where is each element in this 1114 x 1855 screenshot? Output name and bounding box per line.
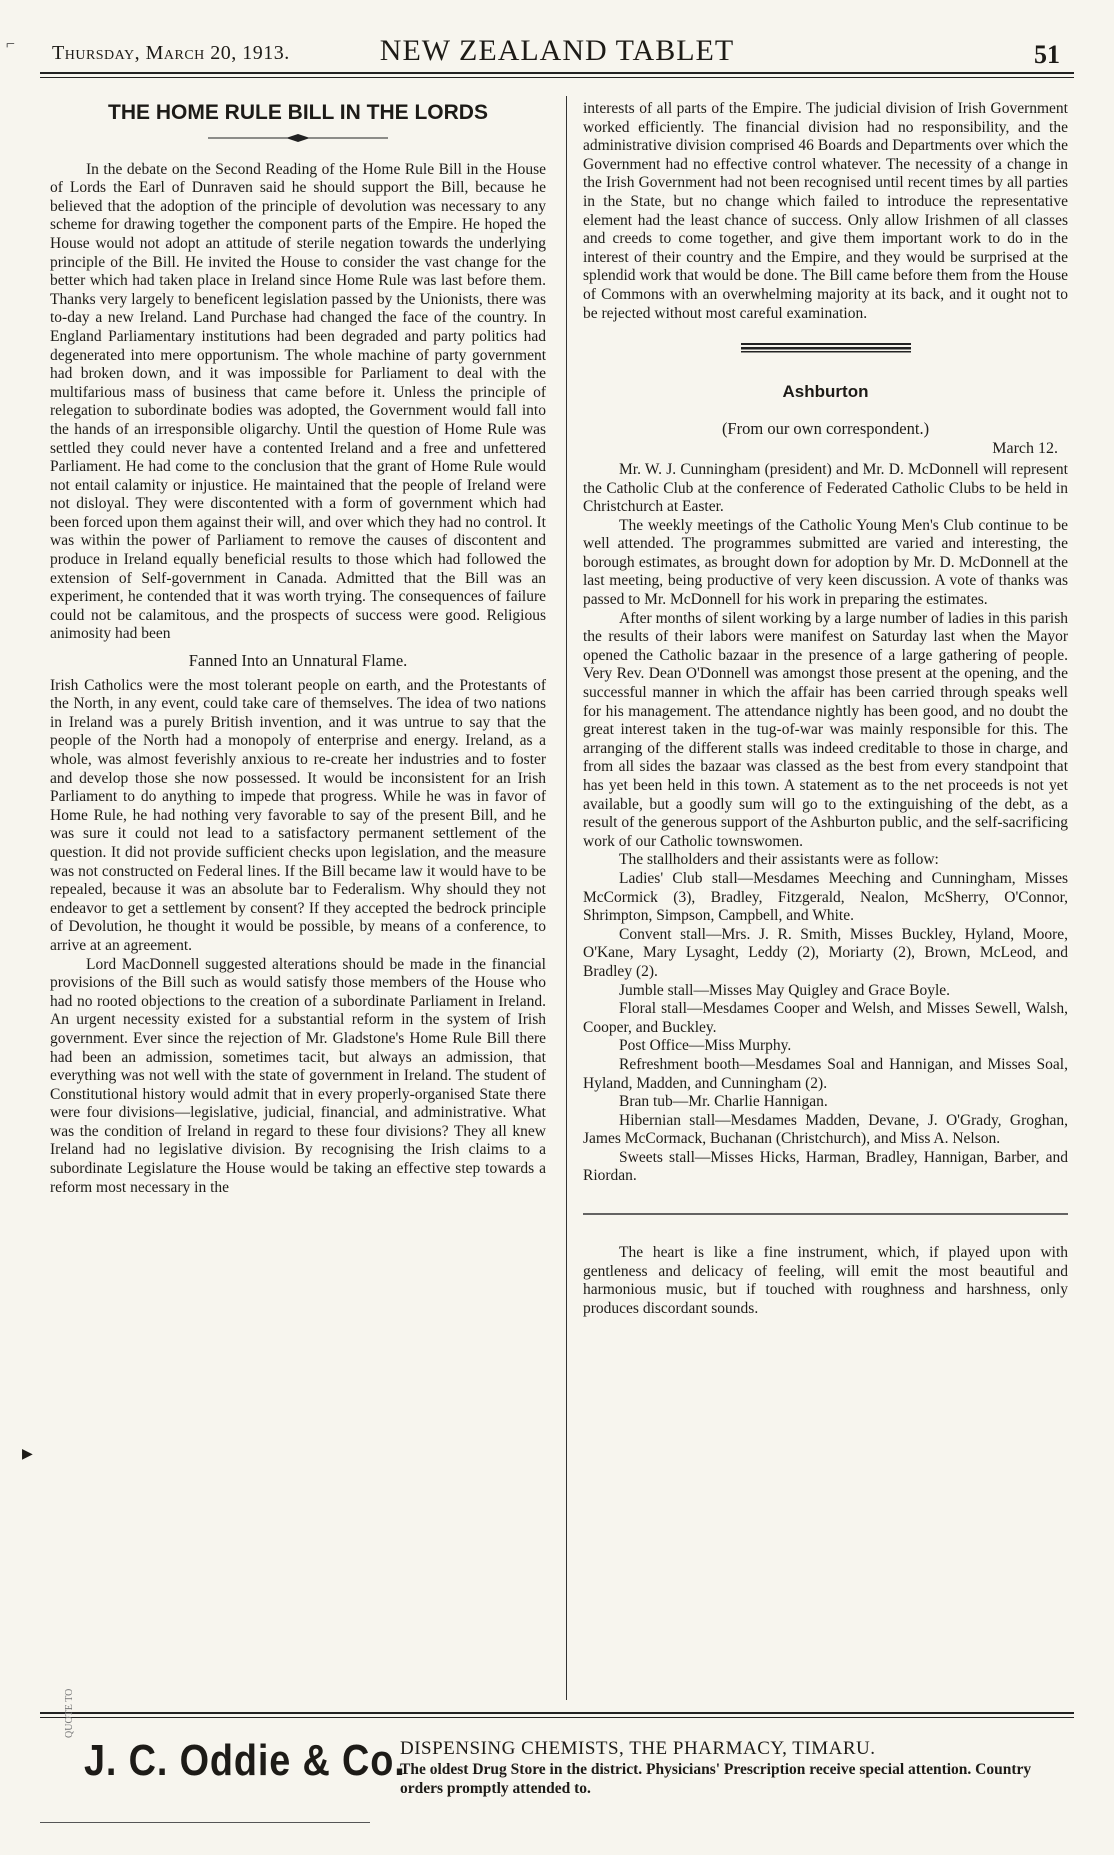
news-paragraph: The weekly meetings of the Catholic Young Men's Club continue to be well attended. The programmes submitted are varied and interesting, the borough estimates, as brought down for adoption by Mr. D. McDonnell at the last meeting, being productive of very keen discussion. A vote of thanks was passed to Mr. McDonnell for his work in preparing the estimates. — [583, 516, 1068, 609]
margin-marker-icon: ▶ — [22, 1447, 33, 1462]
ad-headline: DISPENSING CHEMISTS, THE PHARMACY, TIMARU. — [400, 1738, 876, 1759]
ad-margin-note: QUOTE TO — [64, 1688, 75, 1738]
masthead: NEW ZEALAND TABLET — [379, 34, 735, 67]
closing-paragraph: The heart is like a fine instrument, which, if played upon with gentleness and delicacy of feeling, will emit the most beautiful and harmonious music, but if touched with roughness and harshness, only produces discordant sounds. — [583, 1244, 1068, 1317]
header-rule-thin — [40, 77, 1074, 78]
closing-divider — [583, 1212, 1068, 1216]
stall-entry: Refreshment booth—Mesdames Soal and Hannigan, and Misses Soal, Hyland, Madden, and Cunningham (2). — [583, 1055, 1068, 1092]
stall-entry: Hibernian stall—Mesdames Madden, Devane, J. O'Grady, Groghan, James McCormack, Buchanan (Christchurch), and Miss A. Nelson. — [583, 1111, 1068, 1148]
dateline: March 12. — [992, 440, 1058, 458]
left-column — [50, 100, 546, 1197]
stall-entry: Post Office—Miss Murphy. — [619, 1037, 792, 1055]
stall-entry: Ladies' Club stall—Mesdames Meeching and Cunningham, Misses McCormick (3), Bradley, Fitzgerald, Nealon, McSherry, O'Connor, Shrimpton, Simpson, Campbell, and White. — [583, 869, 1068, 925]
header-rule-thick — [40, 72, 1074, 74]
page-header — [40, 28, 1074, 72]
news-paragraph: The stallholders and their assistants were as follow: — [619, 851, 939, 869]
stall-entry: Convent stall—Mrs. J. R. Smith, Misses Buckley, Hyland, Moore, O'Kane, Mary Lysaght, Leddy (2), Moriarty (2), Brown, McLeod, and Bradley (2). — [583, 925, 1068, 980]
section-divider — [741, 343, 911, 353]
article-title: THE HOME RULE BILL IN THE LORDS — [108, 101, 488, 124]
issue-date: Thursday, March 20, 1913. — [52, 42, 290, 64]
news-paragraph: After months of silent working by a large number of ladies in this parish the results of their labors were manifest on Saturday last when the Mayor opened the Catholic bazaar in the presence of a large gathering of people. Very Rev. Dean O'Donnell was amongst those present at the opening, and the successful manner in which the affair has been carried through speaks well for his management. The attendance nightly has been good, and no doubt the great interest taken in the tug-of-war was mainly responsible for this. The arranging of the different stalls was indeed creditable to those in charge, and from all sides the bazaar was classed as the best from every standpoint that has yet been held in this town. A statement as to the net proceeds is not yet available, but a goodly sum will go to the extinguishing of the debt, as a result of the generous support of the Ashburton public, and the self-sacrificing work of our Catholic townswomen. — [583, 609, 1068, 850]
corner-mark: ⌐ — [6, 36, 16, 53]
footer-rule-thick — [40, 1712, 1074, 1714]
footer-underline — [40, 1822, 370, 1823]
stall-entry: Bran tub—Mr. Charlie Hannigan. — [619, 1093, 828, 1111]
footer-rule-thin — [40, 1717, 1074, 1718]
article-paragraph: Lord MacDonnell suggested alterations should be made in the financial provisions of the Bill such as would satisfy those members of the House who had no rooted objections to the creation of a subordinate Parliament in Ireland. An urgent necessity existed for a substantial reform in the system of Irish government. Ever since the rejection of Mr. Gladstone's Home Rule Bill there had been an admission, sometimes tacit, but always an admission, that everything was not well with the state of government in Ireland. The student of Constitutional history would admit that in every properly-organised State there were four divisions—legislative, judicial, financial, and administrative. What was the condition of Ireland in regard to these four divisions? They all knew Ireland had no legislative division. By recognising the Irish claims to a subordinate Legislature the House would be taking an effective step towards a reform most necessary in the — [50, 955, 546, 1196]
article-paragraph: Irish Catholics were the most tolerant people on earth, and the Protestants of the North, in any event, could take care of themselves. The idea of two nations in Ireland was a purely British invention, and it was untrue to say that the people of the North had a monopoly of enterprise and energy. Ireland, as a whole, was almost feverishly anxious to re-create her industries and to foster and develop those she now possessed. It would be inconsistent for an Irish Parliament to do anything to impede that progress. While he was in favor of Home Rule, he had nothing very favorable to say of the present Bill, and he was sure it could not lead to a satisfactory permanent settlement of the question. It did not provide sufficient checks upon legislation, and the measure was not constructed on Federal lines. If the Bill became law it would have to be repealed, because it was an absolute bar to Federalism. Why should they not endeavor to get a settlement by consent? If they accepted the bedrock principle of Devolution, he thought it would be possible, by means of a conference, to arrive at an agreement. — [50, 676, 546, 954]
article-continuation: interests of all parts of the Empire. The judicial division of Irish Government worked efficiently. The financial division had no responsibility, and the administrative division comprised 46 Boards and Departments over which the Government had no effective control whatever. The necessity of a change in the Irish Government had not been recognised until recent times by all parties in the State, but no change which failed to introduce the representative element had the least chance of success. Only allow Irishmen of all classes and creeds to come together, and give them important work to do in the interest of their country and the Empire, and they would be surprised at the splendid work that would be done. The Bill came before them from the House of Commons with an overwhelming majority at its back, and it ought not to be rejected without most careful examination. — [583, 100, 1068, 322]
section-title: Ashburton — [782, 382, 869, 402]
stall-entry: Sweets stall—Misses Hicks, Harman, Bradley, Hannigan, Barber, and Riordan. — [583, 1148, 1068, 1185]
article-paragraph: In the debate on the Second Reading of the Home Rule Bill in the House of Lords the Earl of Dunraven said he should support the Bill, because he believed that the adoption of the principle of devolution was necessary to any scheme for drawing together the component parts of the Empire. He hoped the House would not adopt an attitude of sterile negation towards the underlying principle of the Bill. He invited the House to consider the vast change for the better which had taken place in Ireland since Home Rule was last before them. Thanks very largely to beneficent legislation passed by the Unionists, there was to-day a new Ireland. Land Purchase had changed the face of the country. In England Parliamentary institutions had been degraded and party politics had degenerated into mere opportunism. The whole machine of party government had broken down, and it was impossible for Parliament to deal with the multifarious mass of business that came before it. Unless the principle of relegation to subordinate bodies was adopted, the Government would fall into the hands of an irresponsible oligarchy. Until the question of Home Rule was settled they could never have a contented Ireland and a free and unfettered Parliament. He had come to the conclusion that the grant of Home Rule would not entail calamity or injustice. He maintained that the people of Ireland were not disloyal. They were discontented with a form of government which had been forced upon them against their will, and over which they had no control. It was within the power of Parliament to remove the causes of discontent and produce in Ireland equally beneficial results to those which had followed the extension of Self-government in Canada. Admitted that the Bill was an experiment, he contended that it was worth trying. The consequences of failure could not be calamitous, and the prospects of success were good. Religious animosity had been — [50, 160, 546, 643]
advertisement — [40, 1688, 1074, 1822]
ad-tagline: The oldest Drug Store in the district. Physicians' Prescription receive special attention. Country orders promptly attended to. — [400, 1761, 1032, 1797]
page-number: 51 — [1034, 40, 1060, 69]
stall-entry: Jumble stall—Misses May Quigley and Grace Boyle. — [619, 981, 951, 999]
news-paragraph: Mr. W. J. Cunningham (president) and Mr. D. McDonnell will represent the Catholic Club at the conference of Federated Catholic Clubs to be held in Christchurch at Easter. — [583, 460, 1068, 516]
stall-entry: Floral stall—Mesdames Cooper and Welsh, and Misses Sewell, Walsh, Cooper, and Buckley. — [583, 1000, 1068, 1036]
right-column — [583, 100, 1068, 1318]
ad-brand: J. C. Oddie & Co. — [84, 1736, 406, 1785]
title-ornament — [208, 133, 388, 143]
article-subheading: Fanned Into an Unnatural Flame. — [188, 651, 408, 671]
correspondent-line: (From our own correspondent.) — [721, 418, 930, 438]
column-divider — [566, 96, 567, 1700]
